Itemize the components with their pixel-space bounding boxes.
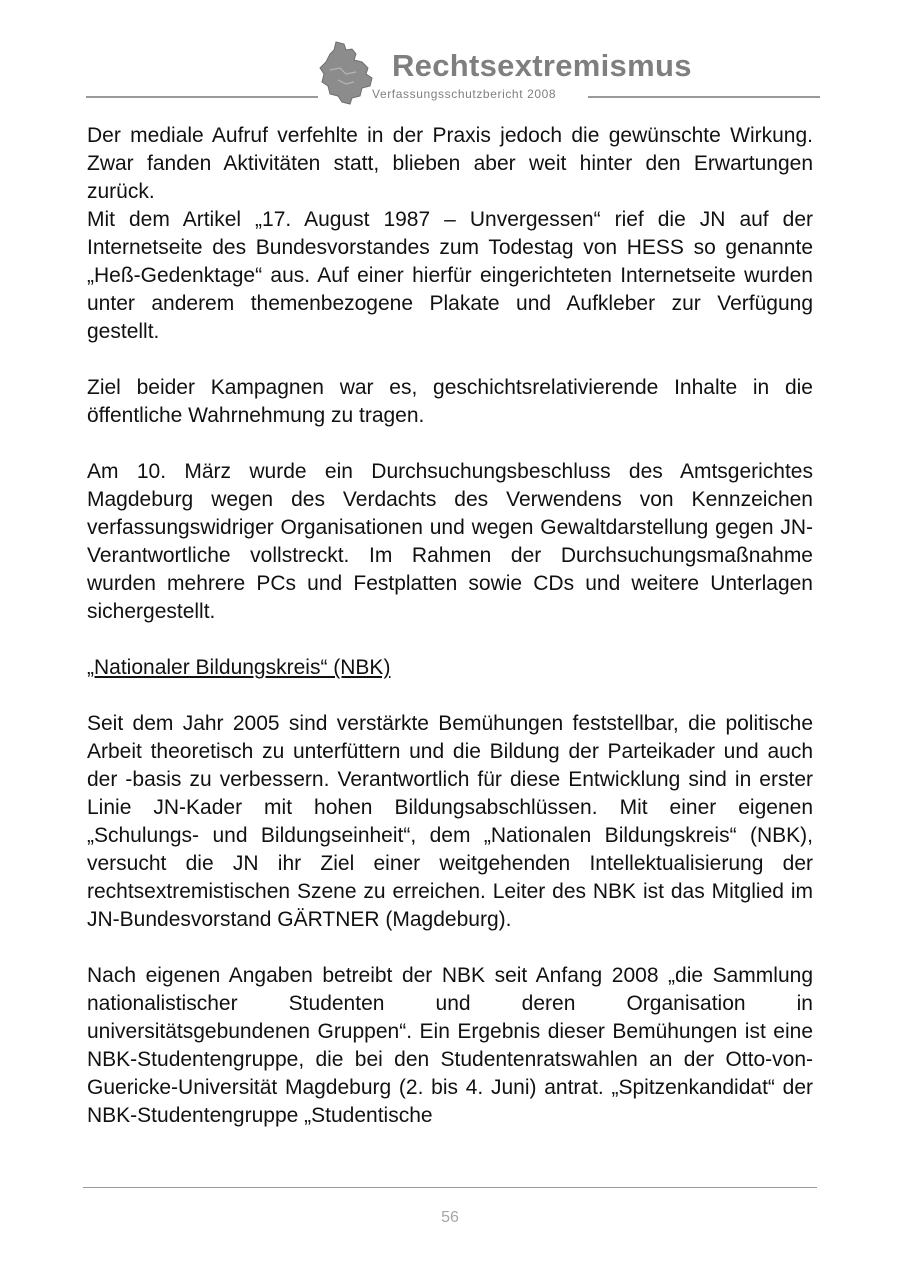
paragraph-5: Seit dem Jahr 2005 sind verstärkte Bemühungen feststellbar, die politische Arbeit theoretisch zu unterfüttern und die Bildung der Parteikader und auch der -basis zu verbessern. Verantwortlich für diese Entwicklung sind in erster Linie JN-Kader mit hohen Bildungsabschlüssen. Mit einer eigenen „Schulungs- und Bildungseinheit“, dem „Nationalen Bildungskreis“ (NBK), versucht die JN ihr Ziel einer weitgehenden Intellektualisierung der rechtsextremistischen Szene zu erreichen. Leiter des NBK ist das Mitglied im JN-Bundesvorstand GÄRTNER (Magdeburg). [87, 712, 813, 931]
paragraph-1: Der mediale Aufruf verfehlte in der Praxis jedoch die gewünschte Wirkung. Zwar fanden Aktivitäten statt, blieben aber weit hinter den Erwartungen zurück. [87, 124, 813, 203]
header-subtitle: Verfassungsschutzbericht 2008 [372, 87, 557, 101]
paragraph-spacer [87, 934, 813, 962]
header-rule-left [86, 96, 318, 98]
page-header [0, 0, 900, 112]
paragraph-3: Ziel beider Kampagnen war es, geschichtsrelativierende Inhalte in die öffentliche Wahrnehmung zu tragen. [87, 376, 813, 427]
header-rule-right [588, 96, 820, 98]
saxony-anhalt-map-icon [316, 40, 378, 106]
paragraph-6: Nach eigenen Angaben betreibt der NBK seit Anfang 2008 „die Sammlung nationalistischer Studenten und deren Organisation in universitätsgebundenen Gruppen“. Ein Ergebnis dieser Bemühungen ist eine NBK-Studentengruppe, die bei den Studentenratswahlen an der Otto-von-Guericke-Universität Magdeburg (2. bis 4. Juni) antrat. „Spitzenkandidat“ der NBK-Studentengruppe „Studentische [87, 964, 813, 1127]
paragraph-spacer [87, 430, 813, 458]
paragraph-spacer [87, 682, 813, 710]
footer-rule [83, 1187, 817, 1188]
paragraph-spacer [87, 346, 813, 374]
paragraph-spacer [87, 626, 813, 654]
page-number: 56 [441, 1209, 459, 1226]
paragraph-2: Mit dem Artikel „17. August 1987 – Unvergessen“ rief die JN auf der Internetseite des Bundesvorstandes zum Todestag von HESS so genannte „Heß-Gedenktage“ aus. Auf einer hierfür eingerichteten Internetseite wurden unter anderem themenbezogene Plakate und Aufkleber zur Verfügung gestellt. [87, 208, 813, 343]
header-title: Rechtsextremismus [392, 48, 692, 83]
main-content [87, 122, 813, 1130]
section-heading: „Nationaler Bildungskreis“ (NBK) [87, 656, 391, 679]
paragraph-4: Am 10. März wurde ein Durchsuchungsbeschluss des Amtsgerichtes Magdeburg wegen des Verdachts des Verwendens von Kennzeichen verfassungswidriger Organisationen und wegen Gewaltdarstellung gegen JN-Verantwortliche vollstreckt. Im Rahmen der Durchsuchungsmaßnahme wurden mehrere PCs und Festplatten sowie CDs und weitere Unterlagen sichergestellt. [87, 460, 813, 623]
